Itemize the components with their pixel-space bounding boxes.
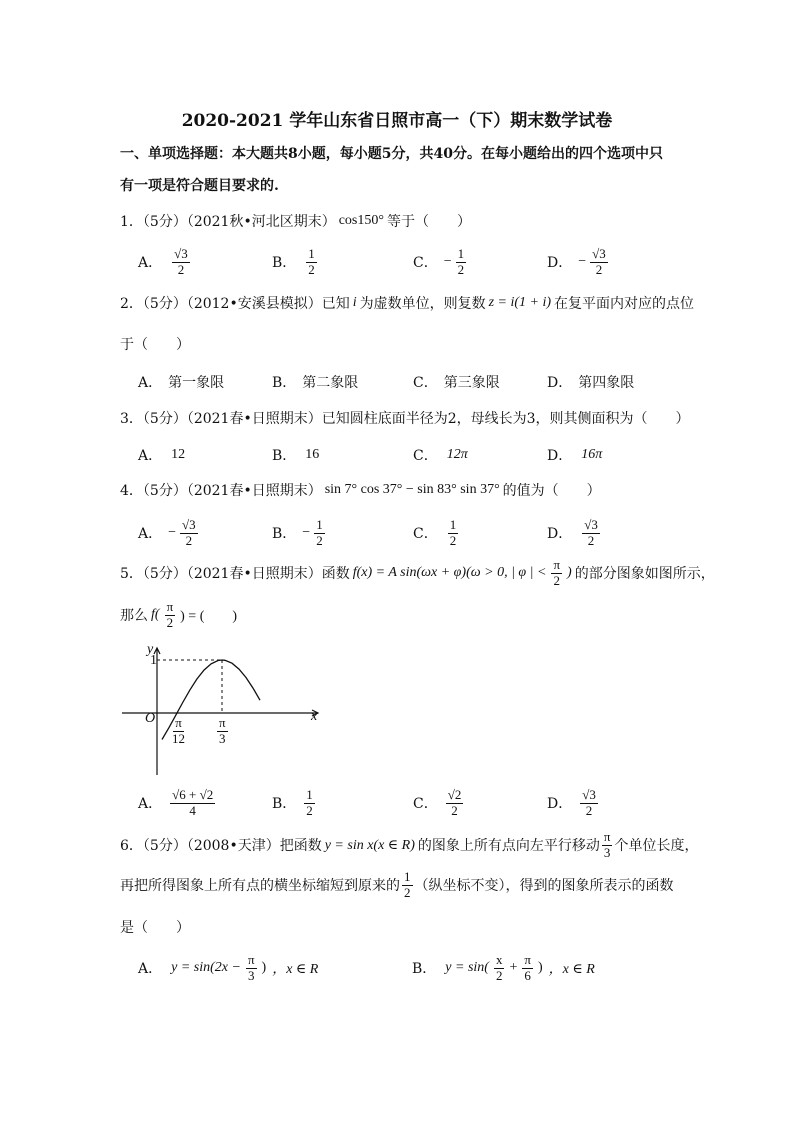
option-label: A． [138,961,163,977]
question-text: （纵坐标不变），得到的图象所表示的函数 [414,878,674,894]
option-label: D． [547,375,573,391]
option-label: C． [413,255,438,271]
denominator: 2 [306,802,313,818]
numerator: 1 [308,245,315,261]
option-label: B． [272,255,297,271]
math-variable: i [352,295,357,310]
fraction [165,600,176,631]
option-text: 12π [446,447,468,462]
option-label: C． [413,448,438,464]
option-label: A． [138,796,163,812]
y-tick-label: 1 [150,653,157,668]
denominator: 3 [219,730,226,746]
option-sign: − [302,525,311,540]
question-1-option-d [547,242,610,282]
question-text: 再把所得图象上所有点的横坐标缩短到原来的 [120,878,400,894]
numerator: √3 [174,245,188,261]
question-prefix: 6．（5分）（2008•天津）把函数 [120,838,322,854]
fraction [590,247,608,278]
option-text: 第二象限 [302,375,359,391]
math-expression: ) [261,960,267,975]
fraction [180,518,198,549]
math-expression: ) [567,565,572,580]
option-label: A． [138,375,163,391]
option-label: B． [272,796,297,812]
question-1-stem [120,201,471,241]
question-1-option-b [272,242,319,282]
question-suffix: 的值为（ ） [502,483,601,499]
denominator: 2 [308,261,315,277]
fraction [304,788,315,819]
function-graph [115,640,330,780]
fraction [246,953,257,984]
graph-canvas [115,640,330,780]
question-text: 的图象上所有点向左平行移动 [417,838,600,854]
option-label: C． [413,526,438,542]
fraction [551,558,562,589]
question-5-option-a [138,783,217,823]
numerator: 1 [316,516,323,532]
question-2-stem [120,283,694,323]
numerator: 1 [404,868,411,884]
math-expression: y = sin x(x ∈ R) [324,837,415,853]
denominator: 6 [524,967,531,983]
numerator: √6 + √2 [172,786,214,802]
math-expression: f( [151,607,160,622]
question-1-option-c [413,242,468,282]
section-header-line1: 一、单项选择题：本大题共8小题，每小题5分，共40分。在每小题给出的四个选项中只 [120,146,663,162]
denominator: 4 [189,802,196,818]
denominator: 2 [595,261,603,277]
question-1-option-a [138,242,192,282]
question-3-option-b [272,435,322,475]
question-5-stem [120,553,715,593]
option-label: B． [272,448,297,464]
option-text: 16 [305,447,320,462]
question-6-stem-line2 [120,865,674,905]
question-2-option-b [272,362,358,402]
option-label: C． [413,796,438,812]
denominator: 2 [553,572,560,588]
option-label: B． [272,526,297,542]
numerator: √3 [584,516,598,532]
question-2-option-a [138,362,224,402]
option-label: D． [547,255,573,271]
option-label: C． [413,375,438,391]
option-text: 16π [581,447,603,462]
question-4-option-a [138,513,200,553]
question-4-option-c [413,513,460,553]
math-expression: sin 7° cos 37° − sin 83° sin 37° [324,482,500,497]
numerator: π [166,598,174,614]
denominator: 2 [495,967,503,983]
numerator: π [603,828,611,844]
question-5-stem-line2 [120,595,240,635]
math-domain: ，x ∈ R [548,962,595,977]
fraction [602,830,613,861]
question-3-stem: 3．（5分）（2021春•日照期末）已知圆柱底面半径为2，母线长为3，则其侧面积为（ ） [120,411,690,427]
math-expression: ) = ( ) [180,609,238,624]
numerator: √2 [447,786,462,802]
numerator: √3 [182,516,196,532]
denominator: 3 [247,967,255,983]
question-suffix: 的部分图象如图所示， [574,566,715,582]
question-6-stem [120,825,698,865]
x-axis-label: x [311,709,318,724]
question-prefix: 5．（5分）（2021春•日照期末）函数 [120,566,350,582]
numerator: π [524,951,531,967]
numerator: π [219,715,226,730]
question-3-option-c [413,435,471,475]
numerator: 1 [457,245,465,261]
question-5-option-b [272,783,317,823]
math-expression: cos150° [338,213,384,228]
math-domain: ，x ∈ R [272,962,319,977]
question-prefix: 2．（5分）（2012•安溪县模拟）已知 [120,296,350,312]
section-header-line2: 有一项是符合题目要求的. [120,178,279,194]
denominator: 2 [185,532,193,548]
denominator: 2 [404,884,411,900]
numerator: π [247,951,255,967]
fraction [314,518,325,549]
denominator: 2 [457,261,465,277]
question-2-option-d [547,362,634,402]
denominator: 2 [166,614,174,630]
x-tick-label-1 [172,716,185,747]
option-label: B． [272,375,297,391]
option-label: A． [138,448,163,464]
question-5-option-c [413,783,465,823]
numerator: 1 [306,786,313,802]
denominator: 2 [585,802,593,818]
option-text: 第三象限 [443,375,500,391]
denominator: 2 [451,802,458,818]
question-4-stem [120,470,601,510]
denominator: 2 [587,532,595,548]
fraction [170,788,215,819]
question-3-option-d [547,435,605,475]
denominator: 2 [316,532,323,548]
fraction [522,953,533,984]
question-prefix: 4．（5分）（2021春•日照期末） [120,483,322,499]
origin-label: O [145,711,156,726]
question-suffix: 在复平面内对应的点位 [554,296,695,312]
option-text: 第四象限 [578,375,635,391]
question-6-stem-line3: 是（ ） [120,920,190,936]
option-text: 12 [171,447,186,462]
option-text: 第一象限 [168,375,225,391]
math-expression: ) [537,960,543,975]
fraction [172,247,190,278]
option-label: D． [547,526,573,542]
fraction [448,518,459,549]
fraction [582,518,600,549]
question-2-stem-line2: 于（ ） [120,337,190,353]
fraction [494,953,505,984]
option-sign: − [578,254,587,269]
option-label: D． [547,448,573,464]
question-prefix: 1．（5分）（2021秋•河北区期末） [120,214,336,230]
math-expression: f(x) = A sin(ωx + φ)(ω > 0, | φ | < [352,565,547,580]
fraction [456,247,467,278]
question-suffix: 等于（ ） [386,214,471,230]
math-expression: z = i(1 + i) [488,295,552,310]
question-text: 那么 [120,608,148,624]
math-operator: + [509,960,518,975]
question-suffix: 个单位长度， [614,838,699,854]
option-label: A． [138,255,163,271]
math-expression: y = sin( [445,960,489,975]
numerator: π [553,556,561,572]
numerator: √3 [582,786,596,802]
numerator: x [495,951,503,967]
fraction [580,788,598,819]
numerator: π [175,715,182,730]
denominator: 12 [172,730,185,746]
question-text: 为虚数单位，则复数 [359,296,486,312]
question-5-option-d [547,783,600,823]
math-expression: y = sin(2x − [171,960,241,975]
numerator: 1 [449,516,457,532]
option-sign: − [168,525,177,540]
numerator: √3 [592,245,606,261]
denominator: 2 [177,261,185,277]
fraction [306,247,317,278]
fraction [402,870,413,901]
question-6-option-b [412,948,598,988]
option-label: B． [412,961,437,977]
option-label: D． [547,796,573,812]
denominator: 3 [603,844,611,860]
y-axis-label: y [147,642,154,657]
denominator: 2 [449,532,457,548]
x-tick-label-2 [217,716,228,747]
option-sign: − [443,254,452,269]
question-4-option-d [547,513,602,553]
page-title: 2020-2021 学年山东省日照市高一（下）期末数学试卷 [181,110,613,131]
fraction [446,788,464,819]
question-6-option-a [138,948,321,988]
question-2-option-c [413,362,500,402]
question-4-option-b [272,513,327,553]
question-3-option-a [138,435,188,475]
option-label: A． [138,526,163,542]
